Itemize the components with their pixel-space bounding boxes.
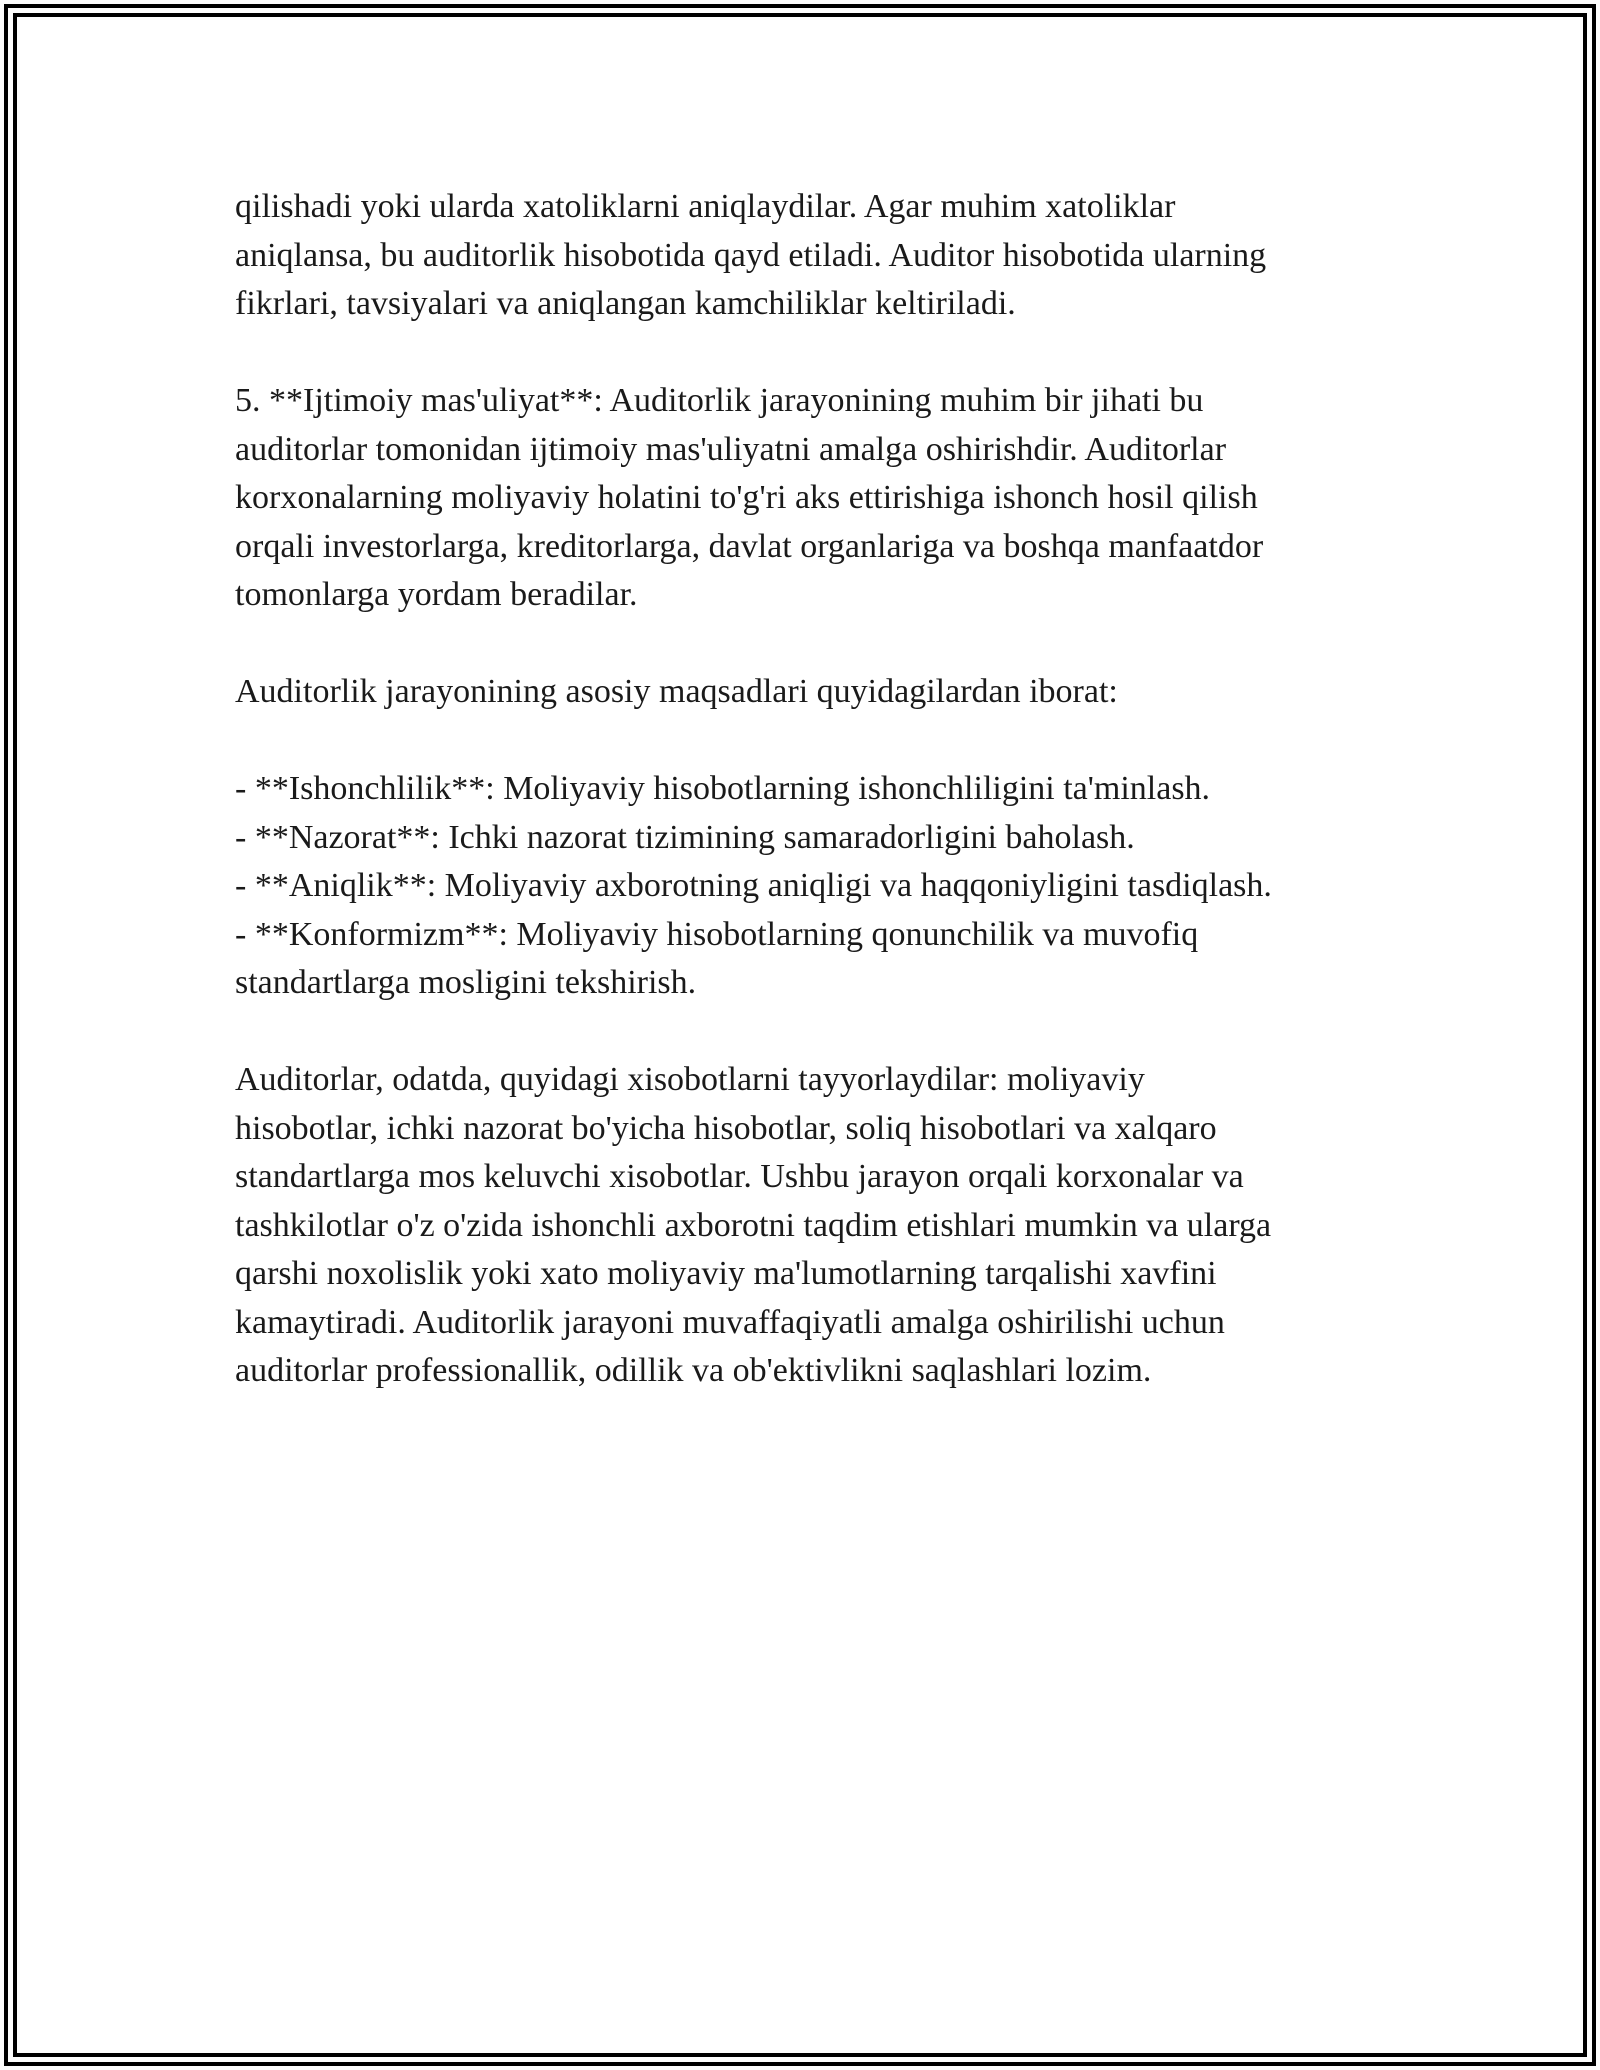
paragraph-audit-findings: qilishadi yoki ularda xatoliklarni aniqlaydilar. Agar muhim xatoliklar aniqlansa, bu auditorlik hisobotida qayd etiladi. Auditor hisobotida ularning fikrlari, tavsiyalari va aniqlangan kamchiliklar keltiriladi.	[235, 188, 1267, 322]
document-body	[235, 183, 1365, 1396]
paragraph-spacer	[235, 329, 1365, 378]
paragraph-spacer	[235, 1008, 1365, 1057]
list-item-ishonchlilik: - **Ishonchlilik**: Moliyaviy hisobotlarning ishonchliligini ta'minlash.	[235, 770, 1211, 807]
list-item-aniqlik: - **Aniqlik**: Moliyaviy axborotning aniqligi va haqqoniyligini tasdiqlash.	[235, 867, 1272, 904]
paragraph-goals-intro: Auditorlik jarayonining asosiy maqsadlari quyidagilardan iborat:	[235, 673, 1118, 710]
paragraph-spacer	[235, 717, 1365, 766]
paragraph-closing: Auditorlar, odatda, quyidagi xisobotlarni tayyorlaydilar: moliyaviy hisobotlar, ichki nazorat bo'yicha hisobotlar, soliq hisobotlari va xalqaro standartlarga mos keluvchi xisobotlar. Ushbu jarayon orqali korxonalar va tashkilotlar o'z o'zida ishonchli axborotni taqdim etishlari mumkin va ularga qarshi noxolislik yoki xato moliyaviy ma'lumotlarning tarqalishi xavfini kamaytiradi. Auditorlik jarayoni muvaffaqiyatli amalga oshirilishi uchun auditorlar professionallik, odillik va ob'ektivlikni saqlashlari lozim.	[235, 1061, 1272, 1389]
list-item-nazorat: - **Nazorat**: Ichki nazorat tizimining samaradorligini baholash.	[235, 818, 1135, 856]
goals-list	[235, 765, 1365, 1008]
paragraph-spacer	[235, 620, 1365, 669]
list-item-konformizm: - **Konformizm**: Moliyaviy hisobotlarning qonunchilik va muvofiq standartlarga mosligini tekshirish.	[235, 915, 1199, 1001]
paragraph-social-responsibility: 5. **Ijtimoiy mas'uliyat**: Auditorlik jarayonining muhim bir jihati bu auditorlar tomonidan ijtimoiy mas'uliyatni amalga oshirishdir. Auditorlar korxonalarning moliyaviy holatini to'g'ri aks ettirishiga ishonch hosil qilish orqali investorlarga, kreditorlarga, davlat organlariga va boshqa manfaatdor tomonlarga yordam beradilar.	[235, 382, 1264, 613]
